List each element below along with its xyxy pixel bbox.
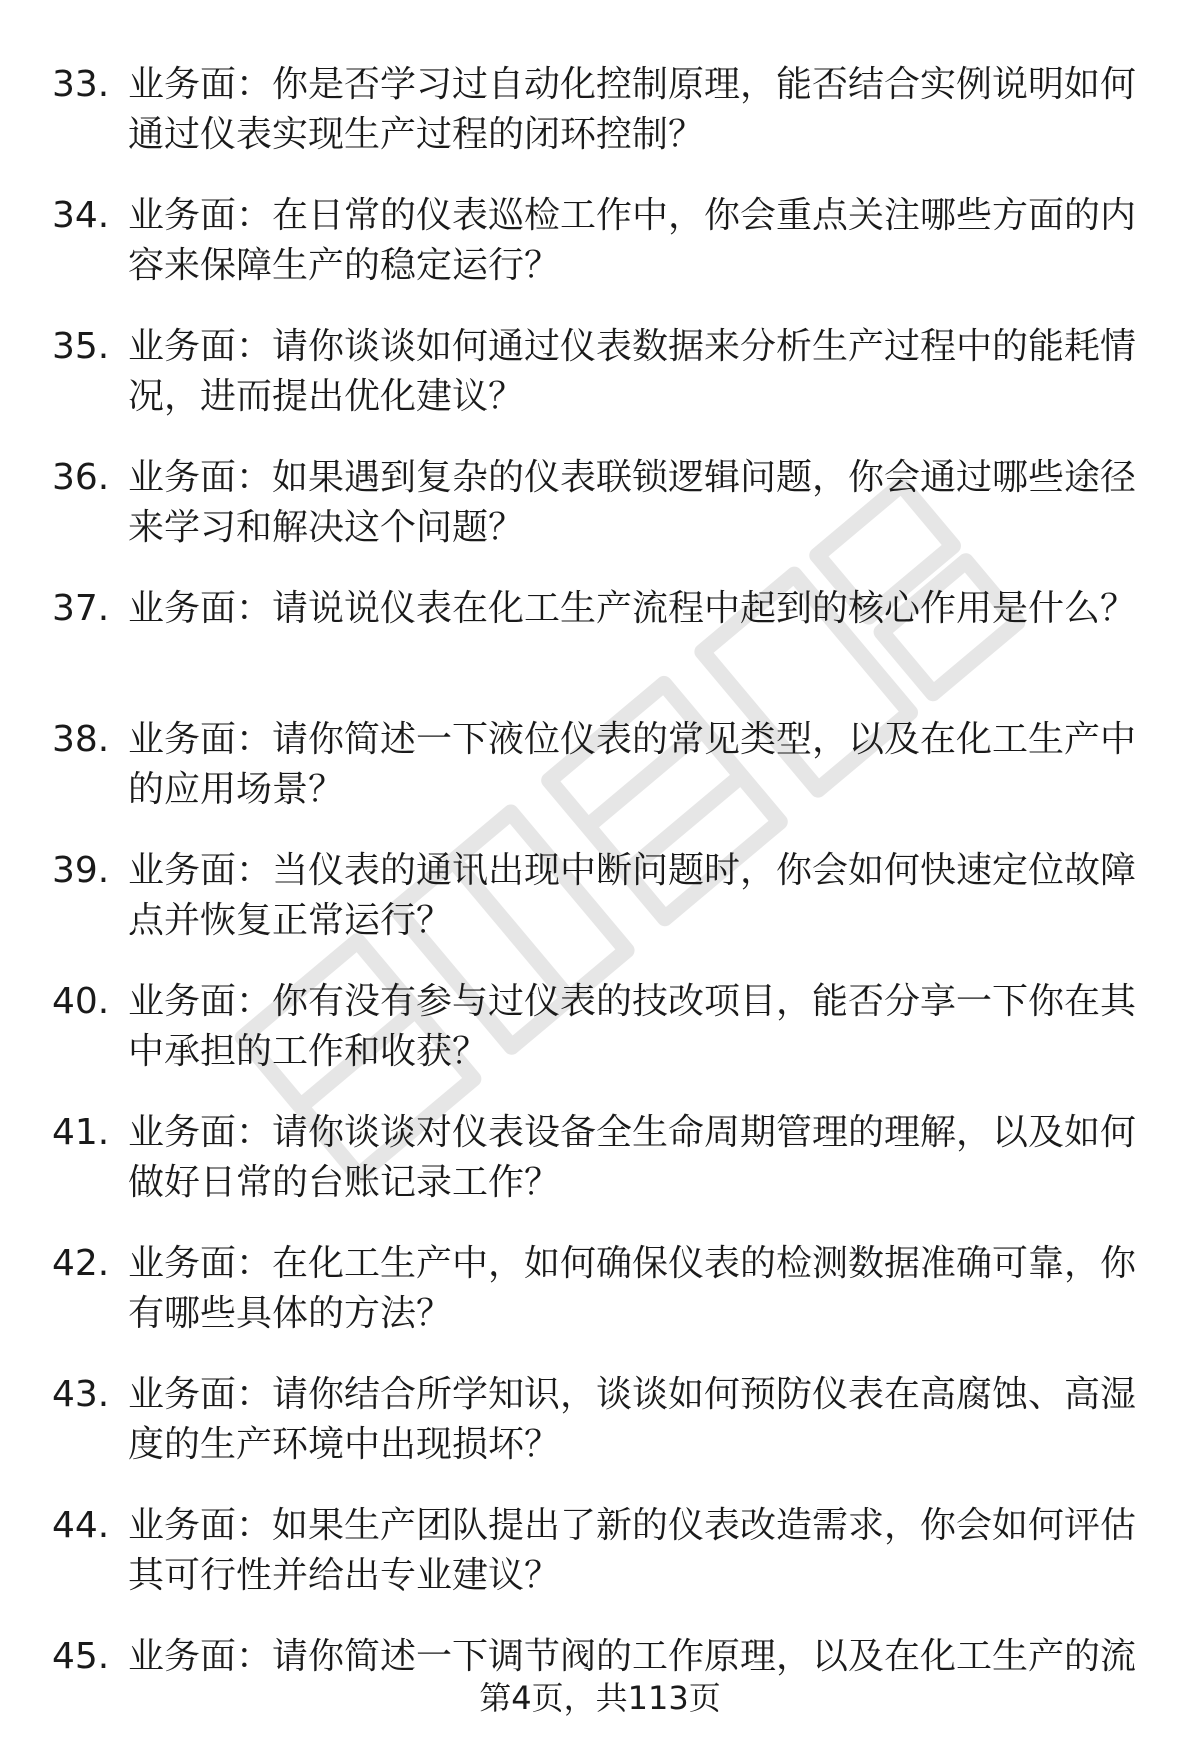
question-item <box>52 60 1152 191</box>
question-number: 36. <box>52 457 110 498</box>
question-number: 35. <box>52 326 110 367</box>
question-number: 39. <box>52 850 110 891</box>
question-text: 业务面：在日常的仪表巡检工作中，你会重点关注哪些方面的内容来保障生产的稳定运行？ <box>128 195 1137 286</box>
question-item <box>52 453 1152 584</box>
question-text: 业务面：请你谈谈对仪表设备全生命周期管理的理解，以及如何做好日常的台账记录工作？ <box>128 1112 1137 1203</box>
question-text: 业务面：请你简述一下液位仪表的常见类型，以及在化工生产中的应用场景？ <box>128 719 1137 810</box>
question-item <box>52 1108 1152 1239</box>
question-text: 业务面：请你简述一下调节阀的工作原理，以及在化工生产的流 <box>128 1636 1137 1677</box>
question-number: 43. <box>52 1374 110 1415</box>
question-text: 业务面：请你结合所学知识，谈谈如何预防仪表在高腐蚀、高湿度的生产环境中出现损坏？ <box>128 1374 1137 1465</box>
question-text: 业务面：在化工生产中，如何确保仪表的检测数据准确可靠，你有哪些具体的方法？ <box>128 1243 1137 1334</box>
question-text: 业务面：你是否学习过自动化控制原理，能否结合实例说明如何通过仪表实现生产过程的闭环控制？ <box>128 64 1137 155</box>
question-number: 38. <box>52 719 110 760</box>
question-number: 34. <box>52 195 110 236</box>
question-item <box>52 1370 1152 1501</box>
question-number: 41. <box>52 1112 110 1153</box>
question-text: 业务面：如果生产团队提出了新的仪表改造需求，你会如何评估其可行性并给出专业建议？ <box>128 1505 1137 1596</box>
question-item <box>52 715 1152 846</box>
question-text: 业务面：请你谈谈如何通过仪表数据来分析生产过程中的能耗情况，进而提出优化建议？ <box>128 326 1137 417</box>
question-number: 33. <box>52 64 110 105</box>
question-item <box>52 1501 1152 1632</box>
question-item <box>52 322 1152 453</box>
question-number: 40. <box>52 981 110 1022</box>
question-list <box>52 60 1152 1763</box>
page-footer: 第4页，共113页 <box>479 1679 721 1717</box>
question-item <box>52 846 1152 977</box>
question-number: 45. <box>52 1636 110 1677</box>
question-item <box>52 584 1152 715</box>
question-text: 业务面：请说说仪表在化工生产流程中起到的核心作用是什么？ <box>128 588 1137 629</box>
question-item <box>52 191 1152 322</box>
question-item <box>52 1239 1152 1370</box>
question-item <box>52 977 1152 1108</box>
question-number: 42. <box>52 1243 110 1284</box>
question-number: 44. <box>52 1505 110 1546</box>
question-text: 业务面：如果遇到复杂的仪表联锁逻辑问题，你会通过哪些途径来学习和解决这个问题？ <box>128 457 1137 548</box>
question-number: 37. <box>52 588 110 629</box>
question-text: 业务面：当仪表的通讯出现中断问题时，你会如何快速定位故障点并恢复正常运行？ <box>128 850 1137 941</box>
question-text: 业务面：你有没有参与过仪表的技改项目，能否分享一下你在其中承担的工作和收获？ <box>128 981 1137 1072</box>
